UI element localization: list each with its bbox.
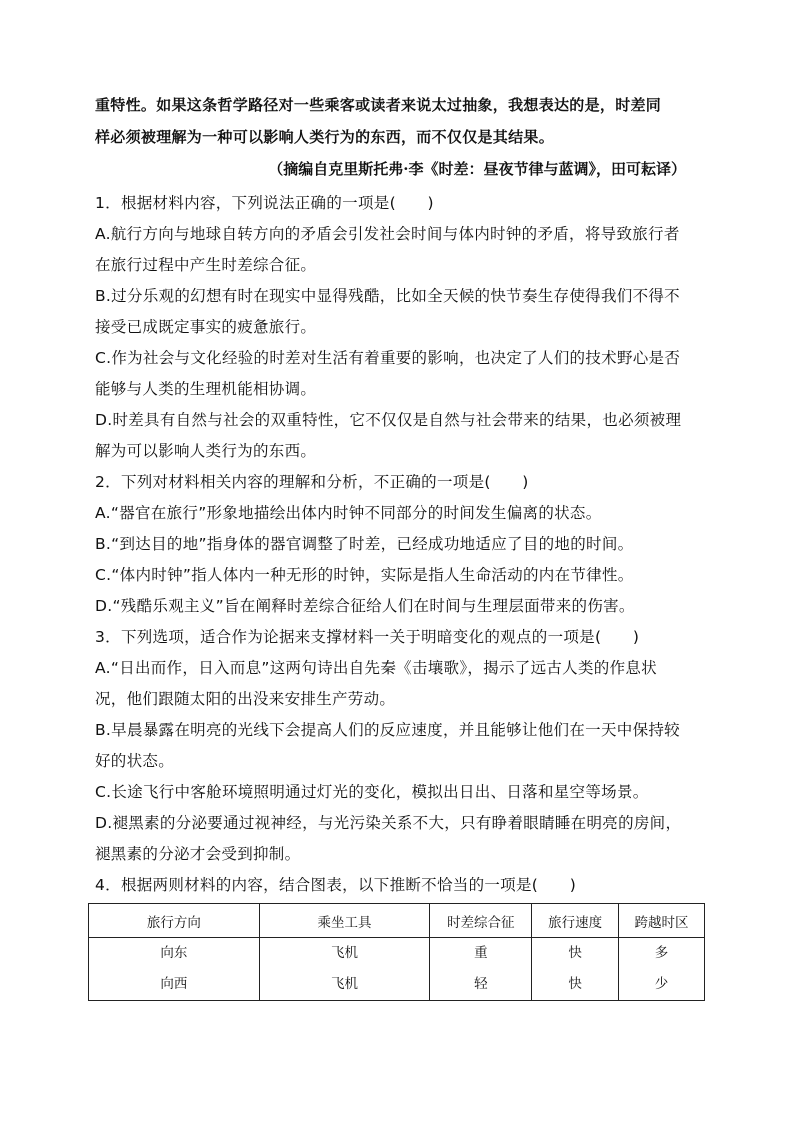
question-1-option-c-line-1: C.作为社会与文化经验的时差对生活有着重要的影响，也决定了人们的技术野心是否 [95, 349, 681, 367]
table-cell-jetlag [430, 938, 532, 1001]
question-2-option-d: D.“残酷乐观主义”旨在阐释时差综合征给人们在时间与生理层面带来的伤害。 [95, 597, 635, 615]
question-3-option-b-line-2: 好的状态。 [95, 752, 175, 770]
table-header-vehicle: 乘坐工具 [259, 904, 430, 938]
table-cell-direction [89, 938, 260, 1001]
table-cell-value: 飞机 [331, 976, 359, 992]
table-cell-value: 飞机 [331, 945, 359, 961]
table-cell-timezones [619, 938, 705, 1001]
table-cell-value: 重 [474, 945, 488, 961]
passage-source: （摘编自克里斯托弗·李《时差：昼夜节律与蓝调》，田可耘译） [268, 160, 686, 178]
question-1-option-d-line-2: 解为可以影响人类行为的东西。 [95, 442, 317, 460]
table-cell-value: 快 [568, 945, 582, 961]
question-2-option-b: B.“到达目的地”指身体的器官调整了时差，已经成功地适应了目的地的时间。 [95, 535, 634, 553]
question-4-stem: 4．根据两则材料的内容，结合图表，以下推断不恰当的一项是( ) [95, 876, 577, 894]
question-1-option-c-line-2: 能够与人类的生理机能相协调。 [95, 380, 317, 398]
question-1-stem: 1．根据材料内容，下列说法正确的一项是( ) [95, 194, 434, 212]
question-1-option-a-line-2: 在旅行过程中产生时差综合征。 [95, 256, 317, 274]
table-header-direction: 旅行方向 [89, 904, 260, 938]
question-1-option-b-line-1: B.过分乐观的幻想有时在现实中显得残酷，比如全天候的快节奏生存使得我们不得不 [95, 287, 680, 305]
question-2-option-c: C.“体内时钟”指人体内一种无形的时钟，实际是指人生命活动的内在节律性。 [95, 566, 634, 584]
table-cell-value: 多 [654, 945, 669, 961]
table-cell-speed [532, 938, 619, 1001]
table-header-speed: 旅行速度 [532, 904, 619, 938]
table-header-row [89, 904, 705, 938]
passage-line-2: 样必须被理解为一种可以影响人类行为的东西，而不仅仅是其结果。 [95, 128, 555, 146]
passage-line-1: 重特性。如果这条哲学路径对一些乘客或读者来说太过抽象，我想表达的是，时差同 [95, 96, 662, 114]
question-1-option-d-line-1: D.时差具有自然与社会的双重特性，它不仅仅是自然与社会带来的结果，也必须被理 [95, 411, 682, 429]
table-cell-value: 向西 [160, 976, 188, 992]
table-cell-value: 少 [654, 976, 669, 992]
question-3-option-a-line-1: A.“日出而作，日入而息”这两句诗出自先秦《击壤歌》，揭示了远古人类的作息状 [95, 659, 657, 677]
question-3-option-d-line-2: 褪黑素的分泌才会受到抑制。 [95, 845, 301, 863]
table-cell-value: 向东 [160, 945, 188, 961]
question-3-option-b-line-1: B.早晨暴露在明亮的光线下会提高人们的反应速度，并且能够让他们在一天中保持较 [95, 721, 680, 739]
table-cell-value: 轻 [474, 976, 488, 992]
travel-jetlag-table [88, 903, 705, 1001]
table-header-jetlag: 时差综合征 [430, 904, 532, 938]
question-2-stem: 2．下列对材料相关内容的理解和分析，不正确的一项是( ) [95, 473, 529, 491]
question-3-option-c: C.长途飞行中客舱环境照明通过灯光的变化，模拟出日出、日落和星空等场景。 [95, 783, 649, 801]
table-row [89, 938, 705, 1001]
table-cell-vehicle [259, 938, 430, 1001]
question-3-stem: 3．下列选项，适合作为论据来支撑材料一关于明暗变化的观点的一项是( ) [95, 628, 640, 646]
question-1-option-b-line-2: 接受已成既定事实的疲惫旅行。 [95, 318, 317, 336]
question-3-option-d-line-1: D.褪黑素的分泌要通过视神经，与光污染关系不大，只有睁着眼睛睡在明亮的房间， [95, 814, 682, 832]
question-1-option-a-line-1: A.航行方向与地球自转方向的矛盾会引发社会时间与体内时钟的矛盾，将导致旅行者 [95, 225, 680, 243]
question-3-option-a-line-2: 况，他们跟随太阳的出没来安排生产劳动。 [95, 690, 396, 708]
table-header-timezones: 跨越时区 [619, 904, 705, 938]
table-cell-value: 快 [568, 976, 582, 992]
question-2-option-a: A.“器官在旅行”形象地描绘出体内时钟不同部分的时间发生偏离的状态。 [95, 504, 602, 522]
